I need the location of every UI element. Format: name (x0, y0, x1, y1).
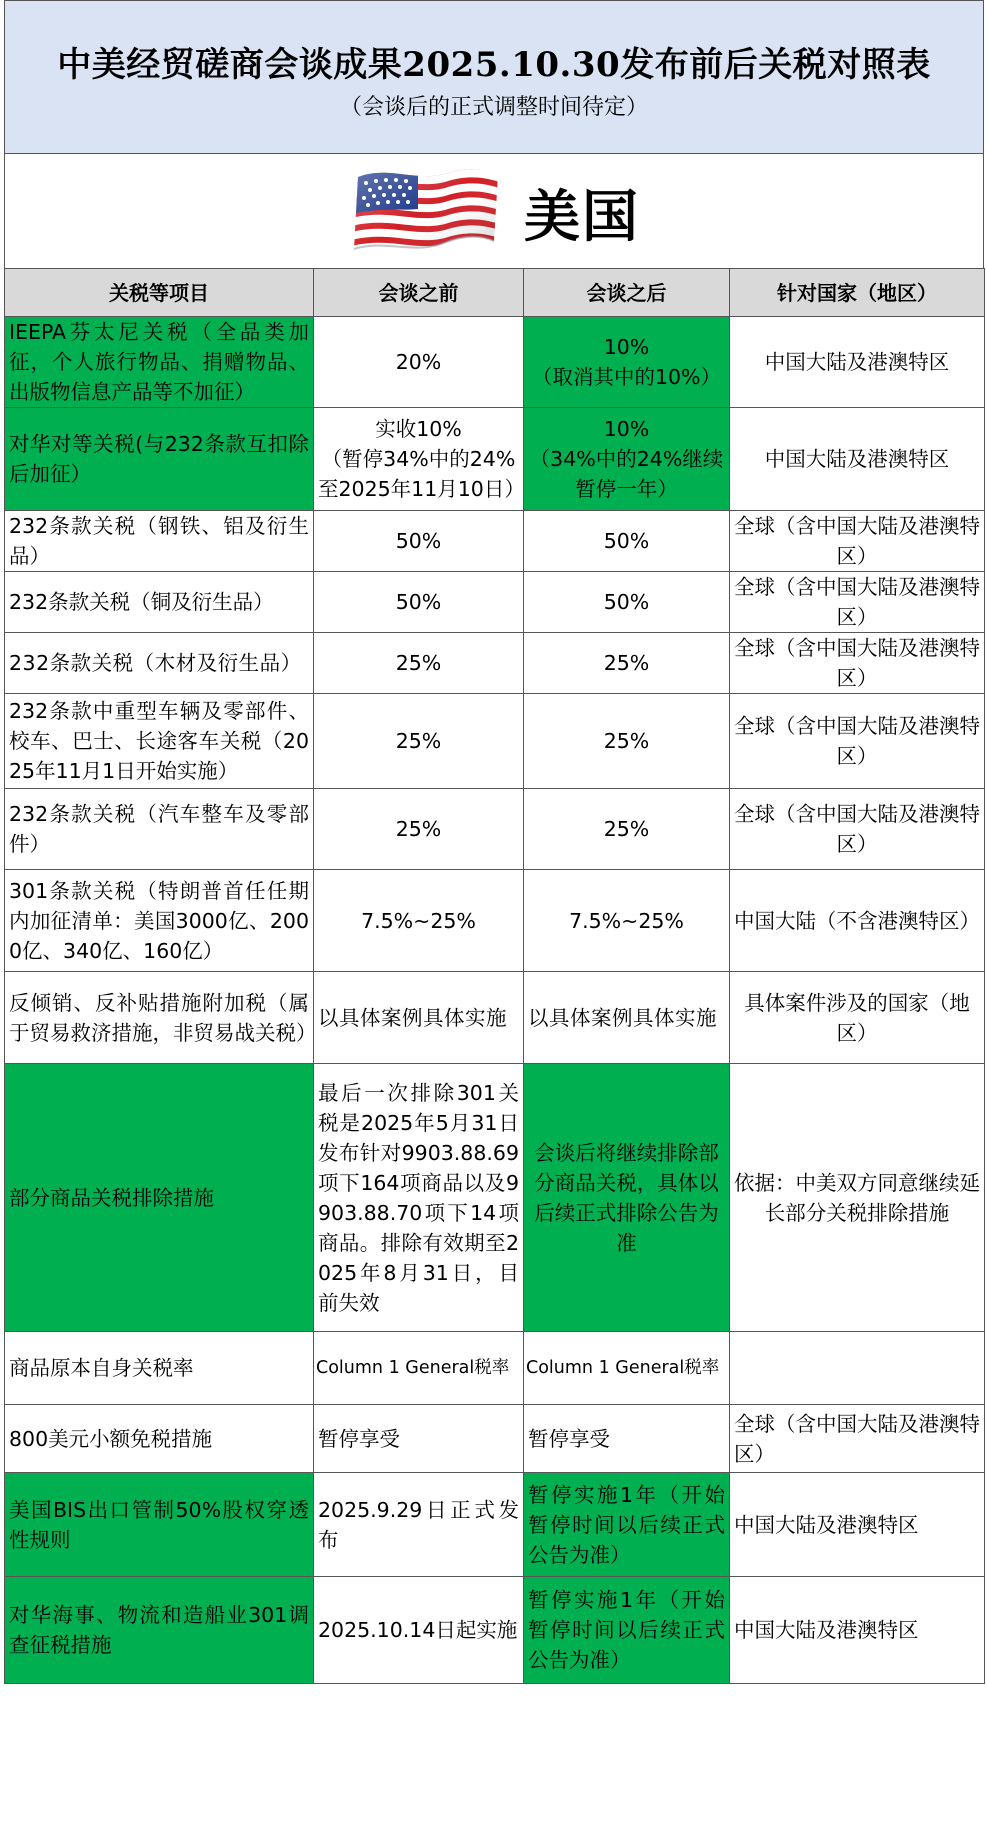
page-subtitle: （会谈后的正式调整时间待定） (339, 95, 648, 120)
column-header-region: 针对国家（地区） (730, 269, 985, 317)
before-cell: 50% (314, 511, 524, 572)
before-cell: 7.5%~25% (314, 870, 524, 972)
item-cell: 232条款关税（铜及衍生品） (5, 572, 314, 633)
region-cell: 中国大陆及港澳特区 (730, 1473, 985, 1577)
after-cell: Column 1 General税率 (524, 1332, 730, 1405)
tariff-table (4, 268, 985, 1684)
region-cell: 全球（含中国大陆及港澳特区） (730, 789, 985, 870)
table-row (5, 972, 985, 1064)
region-cell: 全球（含中国大陆及港澳特区） (730, 1405, 985, 1473)
country-banner (4, 153, 984, 268)
after-cell: 7.5%~25% (524, 870, 730, 972)
table-row (5, 1577, 985, 1684)
table-row (5, 317, 985, 408)
column-header-after: 会谈之后 (524, 269, 730, 317)
table-row (5, 408, 985, 511)
country-name: 美国 (524, 185, 640, 250)
region-cell: 中国大陆及港澳特区 (730, 408, 985, 511)
item-cell: 232条款关税（汽车整车及零部件） (5, 789, 314, 870)
before-cell: 以具体案例具体实施 (314, 972, 524, 1064)
item-cell: 301条款关税（特朗普首任任期内加征清单：美国3000亿、2000亿、340亿、160亿） (5, 870, 314, 972)
item-cell: 反倾销、反补贴措施附加税（属于贸易救济措施，非贸易战关税） (5, 972, 314, 1064)
table-row (5, 870, 985, 972)
region-cell: 中国大陆（不含港澳特区） (730, 870, 985, 972)
table-header-row (5, 269, 985, 317)
after-cell: 25% (524, 633, 730, 694)
before-cell: 2025.10.14日起实施 (314, 1577, 524, 1684)
item-cell: 美国BIS出口管制50%股权穿透性规则 (5, 1473, 314, 1577)
page-title: 中美经贸磋商会谈成果2025.10.30发布前后关税对照表 (57, 45, 931, 85)
item-cell: 商品原本自身关税率 (5, 1332, 314, 1405)
before-cell: 实收10% （暂停34%中的24%至2025年11月10日） (314, 408, 524, 511)
item-cell: 对华海事、物流和造船业301调查征税措施 (5, 1577, 314, 1684)
before-cell: 50% (314, 572, 524, 633)
item-cell: IEEPA芬太尼关税（全品类加征，个人旅行物品、捐赠物品、出版物信息产品等不加征） (5, 317, 314, 408)
region-cell (730, 1332, 985, 1405)
table-row (5, 694, 985, 789)
region-cell: 全球（含中国大陆及港澳特区） (730, 511, 985, 572)
after-cell: 50% (524, 511, 730, 572)
region-cell: 依据：中美双方同意继续延长部分关税排除措施 (730, 1064, 985, 1332)
region-cell: 具体案件涉及的国家（地区） (730, 972, 985, 1064)
region-cell: 全球（含中国大陆及港澳特区） (730, 694, 985, 789)
before-cell: 2025.9.29日正式发布 (314, 1473, 524, 1577)
table-row (5, 789, 985, 870)
item-cell: 对华对等关税(与232条款互扣除后加征） (5, 408, 314, 511)
item-cell: 232条款关税（木材及衍生品） (5, 633, 314, 694)
region-cell: 中国大陆及港澳特区 (730, 317, 985, 408)
table-row (5, 1064, 985, 1332)
table-row (5, 1332, 985, 1405)
table-row (5, 1405, 985, 1473)
after-cell: 10% （34%中的24%继续暂停一年） (524, 408, 730, 511)
region-cell: 中国大陆及港澳特区 (730, 1577, 985, 1684)
before-cell: 25% (314, 694, 524, 789)
item-cell: 800美元小额免税措施 (5, 1405, 314, 1473)
before-cell: Column 1 General税率 (314, 1332, 524, 1405)
after-cell: 以具体案例具体实施 (524, 972, 730, 1064)
before-cell: 25% (314, 789, 524, 870)
before-cell: 20% (314, 317, 524, 408)
table-row (5, 511, 985, 572)
after-cell: 25% (524, 789, 730, 870)
after-cell: 暂停享受 (524, 1405, 730, 1473)
column-header-before: 会谈之前 (314, 269, 524, 317)
item-cell: 232条款关税（钢铁、铝及衍生品） (5, 511, 314, 572)
us-flag-icon (348, 163, 502, 259)
after-cell: 50% (524, 572, 730, 633)
table-row (5, 633, 985, 694)
region-cell: 全球（含中国大陆及港澳特区） (730, 572, 985, 633)
item-cell: 232条款中重型车辆及零部件、校车、巴士、长途客车关税（2025年11月1日开始实施） (5, 694, 314, 789)
after-cell: 会谈后将继续排除部分商品关税，具体以后续正式排除公告为准 (524, 1064, 730, 1332)
after-cell: 25% (524, 694, 730, 789)
before-cell: 暂停享受 (314, 1405, 524, 1473)
before-cell: 25% (314, 633, 524, 694)
table-row (5, 572, 985, 633)
after-cell: 暂停实施1年（开始暂停时间以后续正式公告为准） (524, 1577, 730, 1684)
region-cell: 全球（含中国大陆及港澳特区） (730, 633, 985, 694)
tariff-sheet (4, 0, 984, 1684)
table-row (5, 1473, 985, 1577)
column-header-item: 关税等项目 (5, 269, 314, 317)
after-cell: 暂停实施1年（开始暂停时间以后续正式公告为准） (524, 1473, 730, 1577)
before-cell: 最后一次排除301关税是2025年5月31日发布针对9903.88.69项下164项商品以及9903.88.70项下14项商品。排除有效期至2025年8月31日，目前失效 (314, 1064, 524, 1332)
item-cell: 部分商品关税排除措施 (5, 1064, 314, 1332)
header (4, 0, 984, 153)
after-cell: 10% （取消其中的10%） (524, 317, 730, 408)
